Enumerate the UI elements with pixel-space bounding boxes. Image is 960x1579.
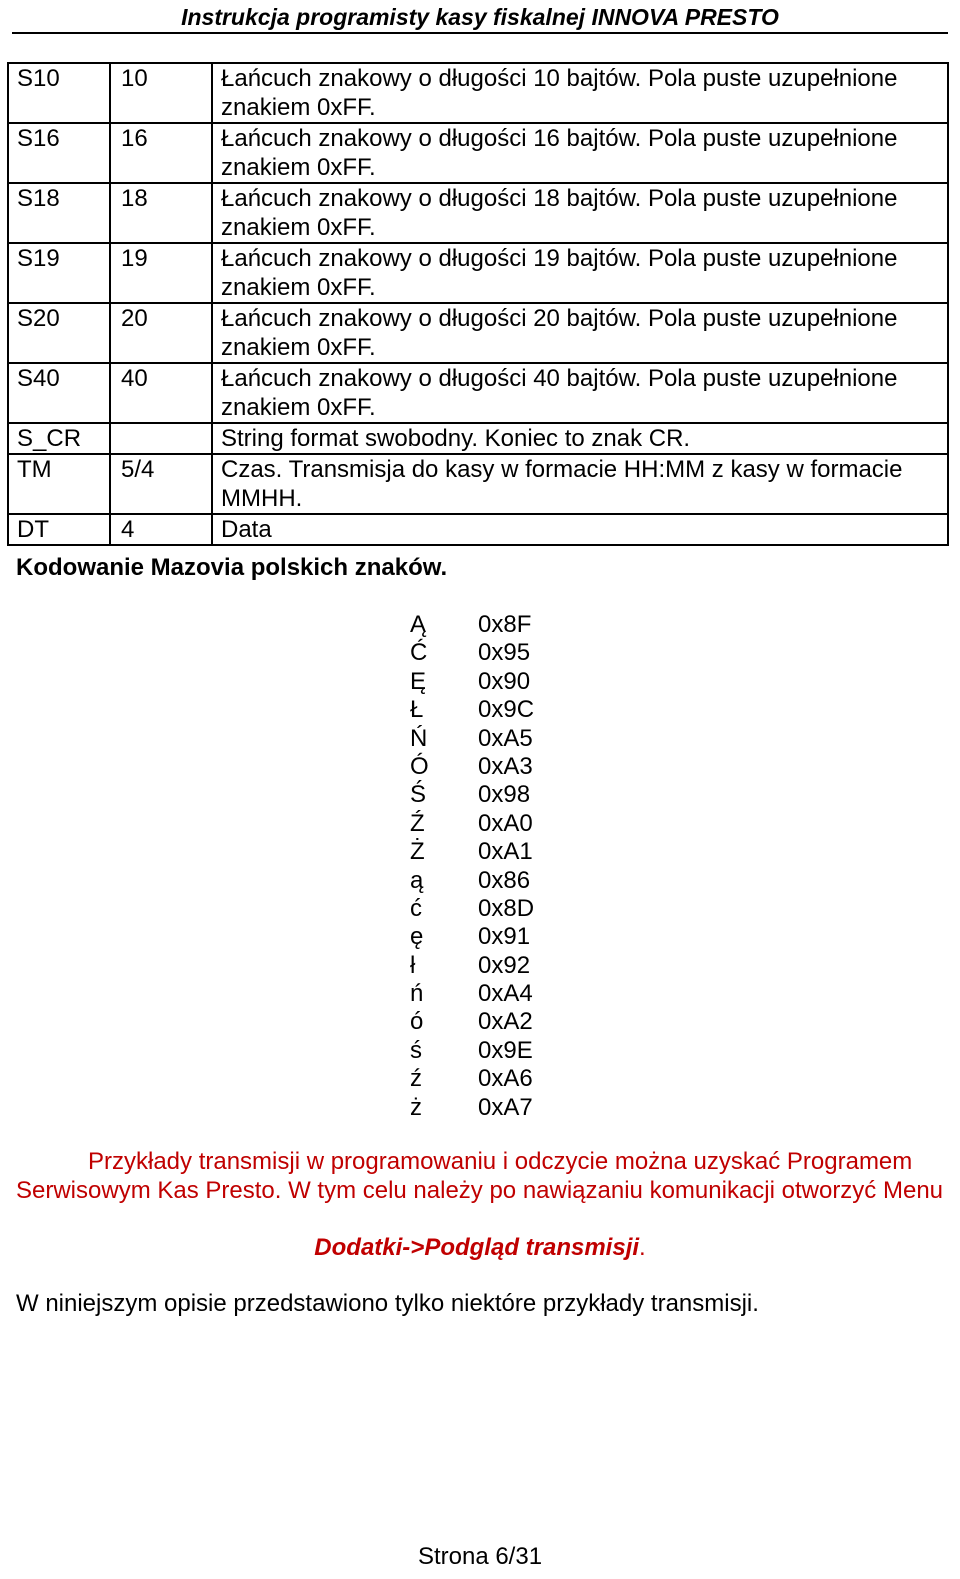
hex-code: 0x90 bbox=[478, 667, 531, 695]
hex-code: 0xA5 bbox=[478, 724, 533, 752]
note-paragraph bbox=[16, 1148, 946, 1205]
list-item bbox=[410, 810, 534, 838]
type-length: 16 bbox=[110, 123, 212, 183]
document-title: Instrukcja programisty kasy fiskalnej INNOVA PRESTO bbox=[181, 4, 779, 30]
hex-code: 0x98 bbox=[478, 781, 531, 809]
hex-code: 0xA0 bbox=[478, 809, 533, 837]
list-item bbox=[410, 639, 534, 667]
type-code: S18 bbox=[8, 183, 110, 243]
table-row bbox=[8, 243, 948, 303]
type-code: S10 bbox=[8, 63, 110, 123]
hex-code: 0x91 bbox=[478, 923, 531, 951]
type-code: S_CR bbox=[8, 423, 110, 454]
polish-char: ź bbox=[410, 1065, 422, 1093]
polish-char: ć bbox=[410, 894, 422, 922]
type-length: 18 bbox=[110, 183, 212, 243]
hex-code: 0x8F bbox=[478, 611, 532, 638]
list-item bbox=[410, 611, 534, 639]
type-description: Data bbox=[212, 514, 948, 545]
polish-char: Ż bbox=[410, 838, 425, 866]
hex-code: 0xA4 bbox=[478, 980, 533, 1008]
list-item bbox=[410, 668, 534, 696]
polish-char: ś bbox=[410, 1036, 422, 1064]
menu-path-line bbox=[0, 1234, 960, 1262]
note-text: Przykłady transmisji w programowaniu i odczycie można uzyskać Programem Serwisowym Kas Presto. W tym celu należy po nawiązaniu komunikacji otworzyć Menu bbox=[16, 1148, 944, 1204]
mazovia-heading: Kodowanie Mazovia polskich znaków. bbox=[16, 554, 448, 581]
hex-code: 0x8D bbox=[478, 894, 535, 922]
table-row bbox=[8, 123, 948, 183]
list-item bbox=[410, 781, 534, 809]
polish-char: ń bbox=[410, 980, 424, 1008]
table-row bbox=[8, 303, 948, 363]
type-description: Łańcuch znakowy o długości 20 bajtów. Pola puste uzupełnione znakiem 0xFF. bbox=[212, 303, 948, 363]
list-item bbox=[410, 895, 534, 923]
type-length: 20 bbox=[110, 303, 212, 363]
hex-code: 0x92 bbox=[478, 951, 531, 979]
hex-code: 0x86 bbox=[478, 866, 531, 894]
polish-char: Ł bbox=[410, 696, 424, 724]
list-item bbox=[410, 1037, 534, 1065]
list-item bbox=[410, 923, 534, 951]
hex-code: 0xA3 bbox=[478, 752, 533, 780]
type-length: 4 bbox=[110, 514, 212, 545]
type-length: 10 bbox=[110, 63, 212, 123]
type-description: Łańcuch znakowy o długości 40 bajtów. Pola puste uzupełnione znakiem 0xFF. bbox=[212, 363, 948, 423]
type-length: 5/4 bbox=[110, 454, 212, 514]
polish-char: Ę bbox=[410, 667, 427, 695]
type-description: Łańcuch znakowy o długości 10 bajtów. Pola puste uzupełnione znakiem 0xFF. bbox=[212, 63, 948, 123]
hex-code: 0xA2 bbox=[478, 1008, 533, 1036]
list-item bbox=[410, 838, 534, 866]
list-item bbox=[410, 1008, 534, 1036]
hex-code: 0xA6 bbox=[478, 1065, 533, 1093]
polish-char: Ć bbox=[410, 639, 428, 667]
type-code: S40 bbox=[8, 363, 110, 423]
table-row bbox=[8, 514, 948, 545]
table-row bbox=[8, 183, 948, 243]
closing-paragraph: W niniejszym opisie przedstawiono tylko niektóre przykłady transmisji. bbox=[16, 1290, 759, 1317]
menu-path-suffix: . bbox=[639, 1234, 646, 1261]
data-types-table bbox=[7, 62, 949, 546]
type-code: S19 bbox=[8, 243, 110, 303]
list-item bbox=[410, 952, 534, 980]
hex-code: 0xA1 bbox=[478, 838, 533, 866]
type-length bbox=[110, 423, 212, 454]
list-item bbox=[410, 753, 534, 781]
type-length: 40 bbox=[110, 363, 212, 423]
polish-char: Ś bbox=[410, 781, 427, 809]
list-item bbox=[410, 725, 534, 753]
type-description: Czas. Transmisja do kasy w formacie HH:MM z kasy w formacie MMHH. bbox=[212, 454, 948, 514]
type-code: S20 bbox=[8, 303, 110, 363]
polish-char: ę bbox=[410, 923, 424, 951]
type-length: 19 bbox=[110, 243, 212, 303]
type-description: Łańcuch znakowy o długości 18 bajtów. Pola puste uzupełnione znakiem 0xFF. bbox=[212, 183, 948, 243]
list-item bbox=[410, 980, 534, 1008]
type-code: DT bbox=[8, 514, 110, 545]
list-item bbox=[410, 696, 534, 724]
polish-char: Ń bbox=[410, 724, 428, 752]
list-item bbox=[410, 1065, 534, 1093]
list-item bbox=[410, 867, 534, 895]
polish-char: ż bbox=[410, 1093, 422, 1121]
type-description: Łańcuch znakowy o długości 19 bajtów. Pola puste uzupełnione znakiem 0xFF. bbox=[212, 243, 948, 303]
type-description: String format swobodny. Koniec to znak CR. bbox=[212, 423, 948, 454]
table-row bbox=[8, 454, 948, 514]
polish-char: Ó bbox=[410, 752, 429, 780]
page-number: Strona 6/31 bbox=[417, 1543, 543, 1570]
menu-path: Dodatki->Podgląd transmisji bbox=[314, 1234, 640, 1261]
mazovia-encoding-list bbox=[410, 611, 534, 1122]
polish-char: Ź bbox=[410, 809, 425, 837]
type-code: S16 bbox=[8, 123, 110, 183]
table-row bbox=[8, 363, 948, 423]
hex-code: 0x9E bbox=[478, 1036, 533, 1064]
type-description: Łańcuch znakowy o długości 16 bajtów. Pola puste uzupełnione znakiem 0xFF. bbox=[212, 123, 948, 183]
page-header bbox=[12, 0, 948, 34]
polish-char: ł bbox=[410, 951, 416, 979]
polish-char: ą bbox=[410, 866, 424, 894]
hex-code: 0x9C bbox=[478, 696, 535, 724]
hex-code: 0xA7 bbox=[478, 1093, 533, 1121]
type-code: TM bbox=[8, 454, 110, 514]
hex-code: 0x95 bbox=[478, 639, 531, 667]
polish-char: Ą bbox=[410, 611, 427, 638]
polish-char: ó bbox=[410, 1008, 424, 1036]
list-item bbox=[410, 1094, 534, 1122]
table-row bbox=[8, 63, 948, 123]
table-row bbox=[8, 423, 948, 454]
